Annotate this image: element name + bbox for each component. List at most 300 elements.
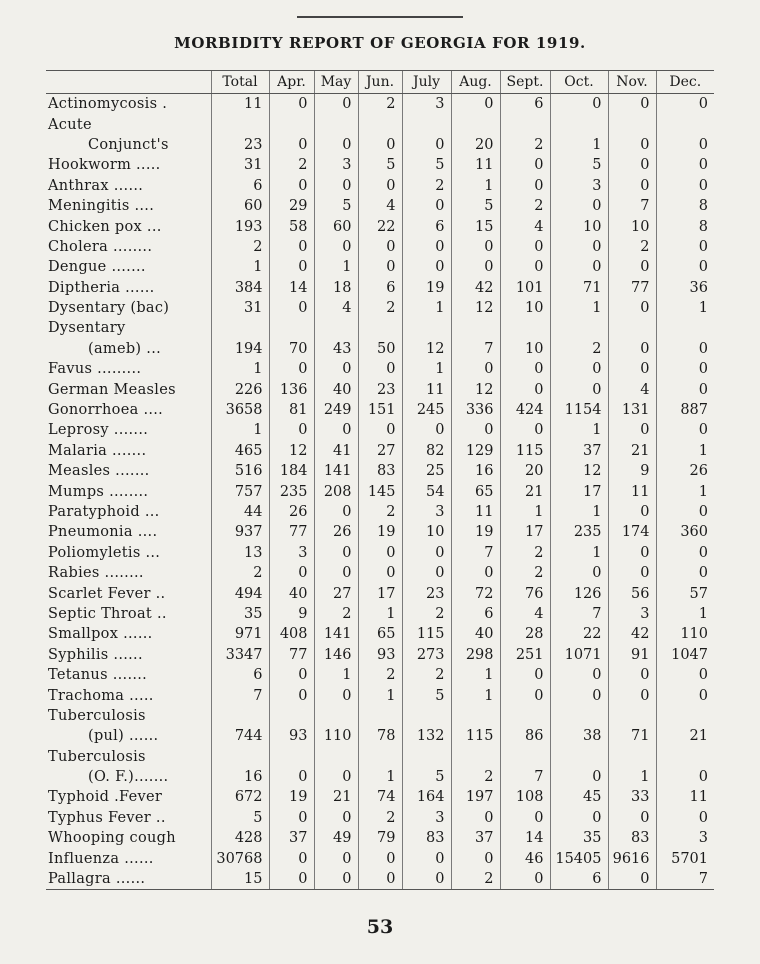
- table-cell: 164: [402, 787, 451, 807]
- table-cell: 7: [608, 196, 656, 216]
- table-row: [46, 828, 714, 848]
- table-cell: 3: [402, 502, 451, 522]
- table-cell: 1: [656, 481, 714, 501]
- table-cell: 11: [402, 379, 451, 399]
- table-cell: 0: [656, 665, 714, 685]
- header-row: [46, 71, 714, 94]
- table-cell: 14: [269, 278, 314, 298]
- table-cell: 0: [269, 359, 314, 379]
- table-cell: 4: [608, 379, 656, 399]
- table-cell: [500, 114, 550, 134]
- table-cell: 0: [656, 257, 714, 277]
- table-cell: 0: [500, 420, 550, 440]
- table-cell: 141: [314, 624, 358, 644]
- disease-name: Acute: [48, 116, 92, 133]
- table-cell: 0: [269, 94, 314, 115]
- disease-name: Pneumonia ....: [48, 524, 158, 541]
- table-cell: [314, 706, 358, 726]
- table-cell: 3658: [211, 400, 269, 420]
- table-cell: [358, 747, 402, 767]
- table-cell: 3: [550, 176, 608, 196]
- table-cell: 1: [358, 604, 402, 624]
- table-cell: 3: [402, 94, 451, 115]
- table-cell: 1: [211, 420, 269, 440]
- table-cell: 757: [211, 481, 269, 501]
- table-cell: 3: [402, 808, 451, 828]
- table-row: [46, 176, 714, 196]
- disease-name: Trachoma .....: [48, 687, 154, 704]
- table-cell: 0: [656, 808, 714, 828]
- table-cell: 40: [314, 379, 358, 399]
- table-cell: 0: [314, 848, 358, 868]
- table-cell: 0: [656, 339, 714, 359]
- table-cell: 10: [608, 216, 656, 236]
- table-cell: 235: [269, 481, 314, 501]
- table-cell: 49: [314, 828, 358, 848]
- table-cell: 0: [314, 563, 358, 583]
- table-cell: 0: [269, 257, 314, 277]
- table-cell: 71: [608, 726, 656, 746]
- table-cell: 10: [500, 298, 550, 318]
- table-cell: 129: [451, 441, 500, 461]
- table-cell: 27: [358, 441, 402, 461]
- table-cell: 7: [550, 604, 608, 624]
- table-cell: 7: [211, 685, 269, 705]
- table-cell: 4: [500, 604, 550, 624]
- table-cell: 1: [656, 604, 714, 624]
- table-cell: 2: [211, 237, 269, 257]
- table-cell: [402, 706, 451, 726]
- table-cell: [269, 114, 314, 134]
- table-cell: 16: [211, 767, 269, 787]
- table-cell: 19: [402, 278, 451, 298]
- column-header: Jun.: [358, 71, 402, 94]
- table-row: [46, 441, 714, 461]
- table-cell: 30768: [211, 848, 269, 868]
- table-cell: 0: [550, 563, 608, 583]
- table-cell: 1: [550, 298, 608, 318]
- table-row: [46, 848, 714, 868]
- table-cell: 2: [500, 563, 550, 583]
- table-cell: [656, 747, 714, 767]
- table-cell: 4: [314, 298, 358, 318]
- table-cell: 0: [500, 808, 550, 828]
- table-cell: 0: [314, 420, 358, 440]
- table-cell: 0: [402, 420, 451, 440]
- table-cell: 0: [269, 420, 314, 440]
- disease-name: Chicken pox ...: [48, 218, 162, 235]
- table-cell: 35: [550, 828, 608, 848]
- table-row: [46, 869, 714, 890]
- table-cell: 110: [656, 624, 714, 644]
- column-header: Total: [211, 71, 269, 94]
- table-cell: 9: [608, 461, 656, 481]
- table-row: [46, 257, 714, 277]
- table-cell: 0: [550, 257, 608, 277]
- table-cell: 2: [402, 604, 451, 624]
- table-cell: 0: [358, 563, 402, 583]
- table-cell: [500, 318, 550, 338]
- table-cell: 0: [500, 237, 550, 257]
- table-cell: 0: [500, 685, 550, 705]
- table-cell: 12: [451, 298, 500, 318]
- disease-name: Diptheria ......: [48, 279, 155, 296]
- table-cell: 4: [358, 196, 402, 216]
- table-cell: 1: [550, 543, 608, 563]
- table-cell: 6: [402, 216, 451, 236]
- table-cell: 5701: [656, 848, 714, 868]
- table-cell: 12: [451, 379, 500, 399]
- table-row: [46, 298, 714, 318]
- table-cell: 5: [451, 196, 500, 216]
- disease-name: Actinomycosis .: [48, 96, 168, 113]
- table-cell: 0: [608, 155, 656, 175]
- table-cell: 79: [358, 828, 402, 848]
- table-cell: 93: [358, 645, 402, 665]
- table-cell: 10: [500, 339, 550, 359]
- table-cell: 273: [402, 645, 451, 665]
- table-cell: 21: [500, 481, 550, 501]
- table-cell: 33: [608, 787, 656, 807]
- table-cell: 11: [211, 94, 269, 115]
- table-cell: 0: [314, 543, 358, 563]
- table-cell: 0: [451, 257, 500, 277]
- table-cell: 0: [608, 135, 656, 155]
- table-cell: 31: [211, 155, 269, 175]
- table-cell: 0: [269, 135, 314, 155]
- table-cell: 208: [314, 481, 358, 501]
- table-body: [46, 94, 714, 890]
- table-cell: 0: [550, 767, 608, 787]
- table-cell: 1: [358, 767, 402, 787]
- table-cell: 2: [451, 767, 500, 787]
- table-cell: 38: [550, 726, 608, 746]
- table-cell: 15: [451, 216, 500, 236]
- table-cell: 2: [451, 869, 500, 890]
- table-cell: 744: [211, 726, 269, 746]
- table-row: [46, 563, 714, 583]
- table-cell: 6: [451, 604, 500, 624]
- table-cell: [500, 706, 550, 726]
- table-cell: 0: [402, 869, 451, 890]
- disease-name: Hookworm .....: [48, 157, 161, 174]
- table-row: [46, 359, 714, 379]
- table-cell: 0: [608, 543, 656, 563]
- table-cell: 65: [451, 481, 500, 501]
- table-row: [46, 461, 714, 481]
- table-cell: 8: [656, 216, 714, 236]
- table-cell: 0: [550, 808, 608, 828]
- table-cell: 0: [269, 665, 314, 685]
- table-row: [46, 604, 714, 624]
- table-cell: [550, 318, 608, 338]
- disease-name: Measles .......: [48, 463, 150, 480]
- table-cell: 0: [608, 665, 656, 685]
- table-cell: 0: [451, 94, 500, 115]
- table-cell: 197: [451, 787, 500, 807]
- table-cell: 0: [500, 869, 550, 890]
- disease-name: Tetanus .......: [48, 667, 148, 684]
- table-cell: 77: [608, 278, 656, 298]
- disease-name: Whooping cough: [48, 830, 176, 847]
- table-cell: 81: [269, 400, 314, 420]
- table-cell: 360: [656, 522, 714, 542]
- table-cell: 174: [608, 522, 656, 542]
- table-cell: 21: [608, 441, 656, 461]
- morbidity-table: [46, 70, 714, 890]
- table-cell: 2: [608, 237, 656, 257]
- table-cell: 41: [314, 441, 358, 461]
- table-cell: [656, 114, 714, 134]
- table-cell: 2: [269, 155, 314, 175]
- table-row: [46, 767, 714, 787]
- table-cell: 0: [358, 848, 402, 868]
- table-cell: [550, 747, 608, 767]
- disease-name: Cholera ........: [48, 238, 153, 255]
- table-cell: 35: [211, 604, 269, 624]
- table-cell: 42: [608, 624, 656, 644]
- table-cell: 21: [314, 787, 358, 807]
- disease-name: Malaria .......: [48, 442, 147, 459]
- table-cell: [358, 318, 402, 338]
- table-cell: [608, 747, 656, 767]
- table-cell: 17: [550, 481, 608, 501]
- table-row: [46, 339, 714, 359]
- table-cell: 0: [550, 94, 608, 115]
- table-cell: 194: [211, 339, 269, 359]
- disease-name: Influenza ......: [48, 850, 154, 867]
- table-cell: 0: [500, 155, 550, 175]
- table-cell: 110: [314, 726, 358, 746]
- table-cell: 0: [402, 237, 451, 257]
- table-cell: 2: [358, 502, 402, 522]
- table-cell: 83: [608, 828, 656, 848]
- table-cell: 0: [608, 808, 656, 828]
- table-cell: 0: [402, 543, 451, 563]
- table-cell: 132: [402, 726, 451, 746]
- table-cell: 56: [608, 583, 656, 603]
- table-cell: 0: [550, 359, 608, 379]
- table-cell: 0: [314, 808, 358, 828]
- disease-name: Dengue .......: [48, 259, 146, 276]
- table-cell: [314, 114, 358, 134]
- table-cell: 36: [656, 278, 714, 298]
- table-cell: [608, 318, 656, 338]
- table-row: [46, 278, 714, 298]
- column-header: Oct.: [550, 71, 608, 94]
- table-cell: [550, 706, 608, 726]
- disease-name: Poliomyletis ...: [48, 544, 161, 561]
- table-cell: [211, 318, 269, 338]
- table-cell: 465: [211, 441, 269, 461]
- table-cell: 1: [211, 257, 269, 277]
- table-row: [46, 583, 714, 603]
- table-cell: 40: [269, 583, 314, 603]
- table-cell: 0: [656, 543, 714, 563]
- table-cell: 0: [314, 135, 358, 155]
- table-cell: 2: [358, 94, 402, 115]
- table-cell: 0: [500, 257, 550, 277]
- disease-name: Rabies ........: [48, 565, 144, 582]
- table-cell: 25: [402, 461, 451, 481]
- table-cell: 1: [550, 135, 608, 155]
- table-cell: 1: [451, 665, 500, 685]
- table-cell: 1047: [656, 645, 714, 665]
- disease-name: Meningitis ....: [48, 198, 155, 215]
- table-cell: 15: [211, 869, 269, 890]
- table-cell: 115: [451, 726, 500, 746]
- table-cell: 7: [451, 339, 500, 359]
- table-cell: 11: [451, 155, 500, 175]
- table-cell: 1: [500, 502, 550, 522]
- table-row: [46, 196, 714, 216]
- table-cell: 1: [550, 420, 608, 440]
- table-cell: 27: [314, 583, 358, 603]
- table-cell: 0: [269, 848, 314, 868]
- table-cell: 7: [656, 869, 714, 890]
- table-cell: 0: [358, 420, 402, 440]
- table-cell: 0: [656, 563, 714, 583]
- disease-column-header: [46, 71, 211, 94]
- table-cell: 5: [314, 196, 358, 216]
- table-cell: [451, 114, 500, 134]
- table-cell: 0: [608, 685, 656, 705]
- table-cell: 1: [451, 176, 500, 196]
- table-cell: 0: [358, 869, 402, 890]
- table-cell: 298: [451, 645, 500, 665]
- table-cell: 2: [358, 665, 402, 685]
- table-cell: 428: [211, 828, 269, 848]
- table-row: [46, 318, 714, 338]
- table-cell: 4: [500, 216, 550, 236]
- table-row: [46, 685, 714, 705]
- table-cell: 151: [358, 400, 402, 420]
- table-cell: 494: [211, 583, 269, 603]
- table-cell: 44: [211, 502, 269, 522]
- table-cell: 46: [500, 848, 550, 868]
- table-cell: 23: [402, 583, 451, 603]
- table-cell: 10: [550, 216, 608, 236]
- table-cell: 136: [269, 379, 314, 399]
- table-cell: 58: [269, 216, 314, 236]
- table-cell: 23: [358, 379, 402, 399]
- table-cell: 16: [451, 461, 500, 481]
- table-row: [46, 624, 714, 644]
- table-cell: 0: [314, 502, 358, 522]
- table-cell: 3: [269, 543, 314, 563]
- table-cell: 6: [550, 869, 608, 890]
- table-cell: 971: [211, 624, 269, 644]
- table-cell: 0: [269, 767, 314, 787]
- table-cell: 0: [608, 339, 656, 359]
- column-header: Apr.: [269, 71, 314, 94]
- table-cell: 0: [608, 257, 656, 277]
- table-row: [46, 726, 714, 746]
- table-cell: 0: [500, 359, 550, 379]
- table-cell: 78: [358, 726, 402, 746]
- table-cell: 22: [550, 624, 608, 644]
- table-cell: [269, 706, 314, 726]
- table-cell: 1: [451, 685, 500, 705]
- table-cell: 0: [269, 869, 314, 890]
- table-cell: 8: [656, 196, 714, 216]
- table-cell: 0: [269, 808, 314, 828]
- table-cell: 0: [550, 196, 608, 216]
- table-cell: [211, 114, 269, 134]
- column-header: Dec.: [656, 71, 714, 94]
- table-cell: 12: [402, 339, 451, 359]
- table-cell: 6: [211, 176, 269, 196]
- table-cell: 29: [269, 196, 314, 216]
- table-cell: 0: [550, 685, 608, 705]
- page-number: 53: [366, 916, 394, 938]
- table-row: [46, 787, 714, 807]
- table-cell: [656, 706, 714, 726]
- table-row: [46, 135, 714, 155]
- table-cell: 5: [550, 155, 608, 175]
- table-cell: 0: [608, 298, 656, 318]
- table-cell: 2: [500, 196, 550, 216]
- table-cell: [402, 318, 451, 338]
- table-cell: 74: [358, 787, 402, 807]
- table-cell: 516: [211, 461, 269, 481]
- table-cell: 0: [358, 543, 402, 563]
- table-cell: 193: [211, 216, 269, 236]
- table-cell: [402, 114, 451, 134]
- table-cell: 0: [656, 237, 714, 257]
- column-header: Sept.: [500, 71, 550, 94]
- table-cell: 1154: [550, 400, 608, 420]
- table-cell: 2: [500, 543, 550, 563]
- disease-name: Mumps ........: [48, 483, 149, 500]
- table-cell: 19: [358, 522, 402, 542]
- table-row: [46, 522, 714, 542]
- table-cell: 77: [269, 522, 314, 542]
- table-cell: 2: [402, 665, 451, 685]
- table-cell: 0: [500, 176, 550, 196]
- table-row: [46, 237, 714, 257]
- table-cell: 0: [269, 563, 314, 583]
- disease-name: (ameb) ...: [88, 340, 162, 357]
- table-cell: 249: [314, 400, 358, 420]
- table-cell: 6: [500, 94, 550, 115]
- disease-name: Typhoid .Fever: [48, 789, 163, 806]
- table-cell: 108: [500, 787, 550, 807]
- table-cell: 115: [500, 441, 550, 461]
- table-cell: 2: [358, 808, 402, 828]
- table-cell: 0: [656, 767, 714, 787]
- table-cell: 0: [656, 379, 714, 399]
- table-row: [46, 216, 714, 236]
- table-cell: 14: [500, 828, 550, 848]
- table-cell: 0: [269, 176, 314, 196]
- table-cell: 0: [608, 420, 656, 440]
- table-cell: 141: [314, 461, 358, 481]
- column-header: Nov.: [608, 71, 656, 94]
- table-cell: 83: [358, 461, 402, 481]
- table-cell: 83: [402, 828, 451, 848]
- table-cell: 131: [608, 400, 656, 420]
- table-cell: 7: [451, 543, 500, 563]
- table-cell: 126: [550, 583, 608, 603]
- table-cell: 5: [402, 155, 451, 175]
- disease-name: Paratyphoid ...: [48, 504, 160, 520]
- table-cell: 2: [402, 176, 451, 196]
- table-cell: 1: [402, 298, 451, 318]
- table-cell: 0: [451, 563, 500, 583]
- disease-name: Gonorrhoea ....: [48, 402, 164, 419]
- column-header: Aug.: [451, 71, 500, 94]
